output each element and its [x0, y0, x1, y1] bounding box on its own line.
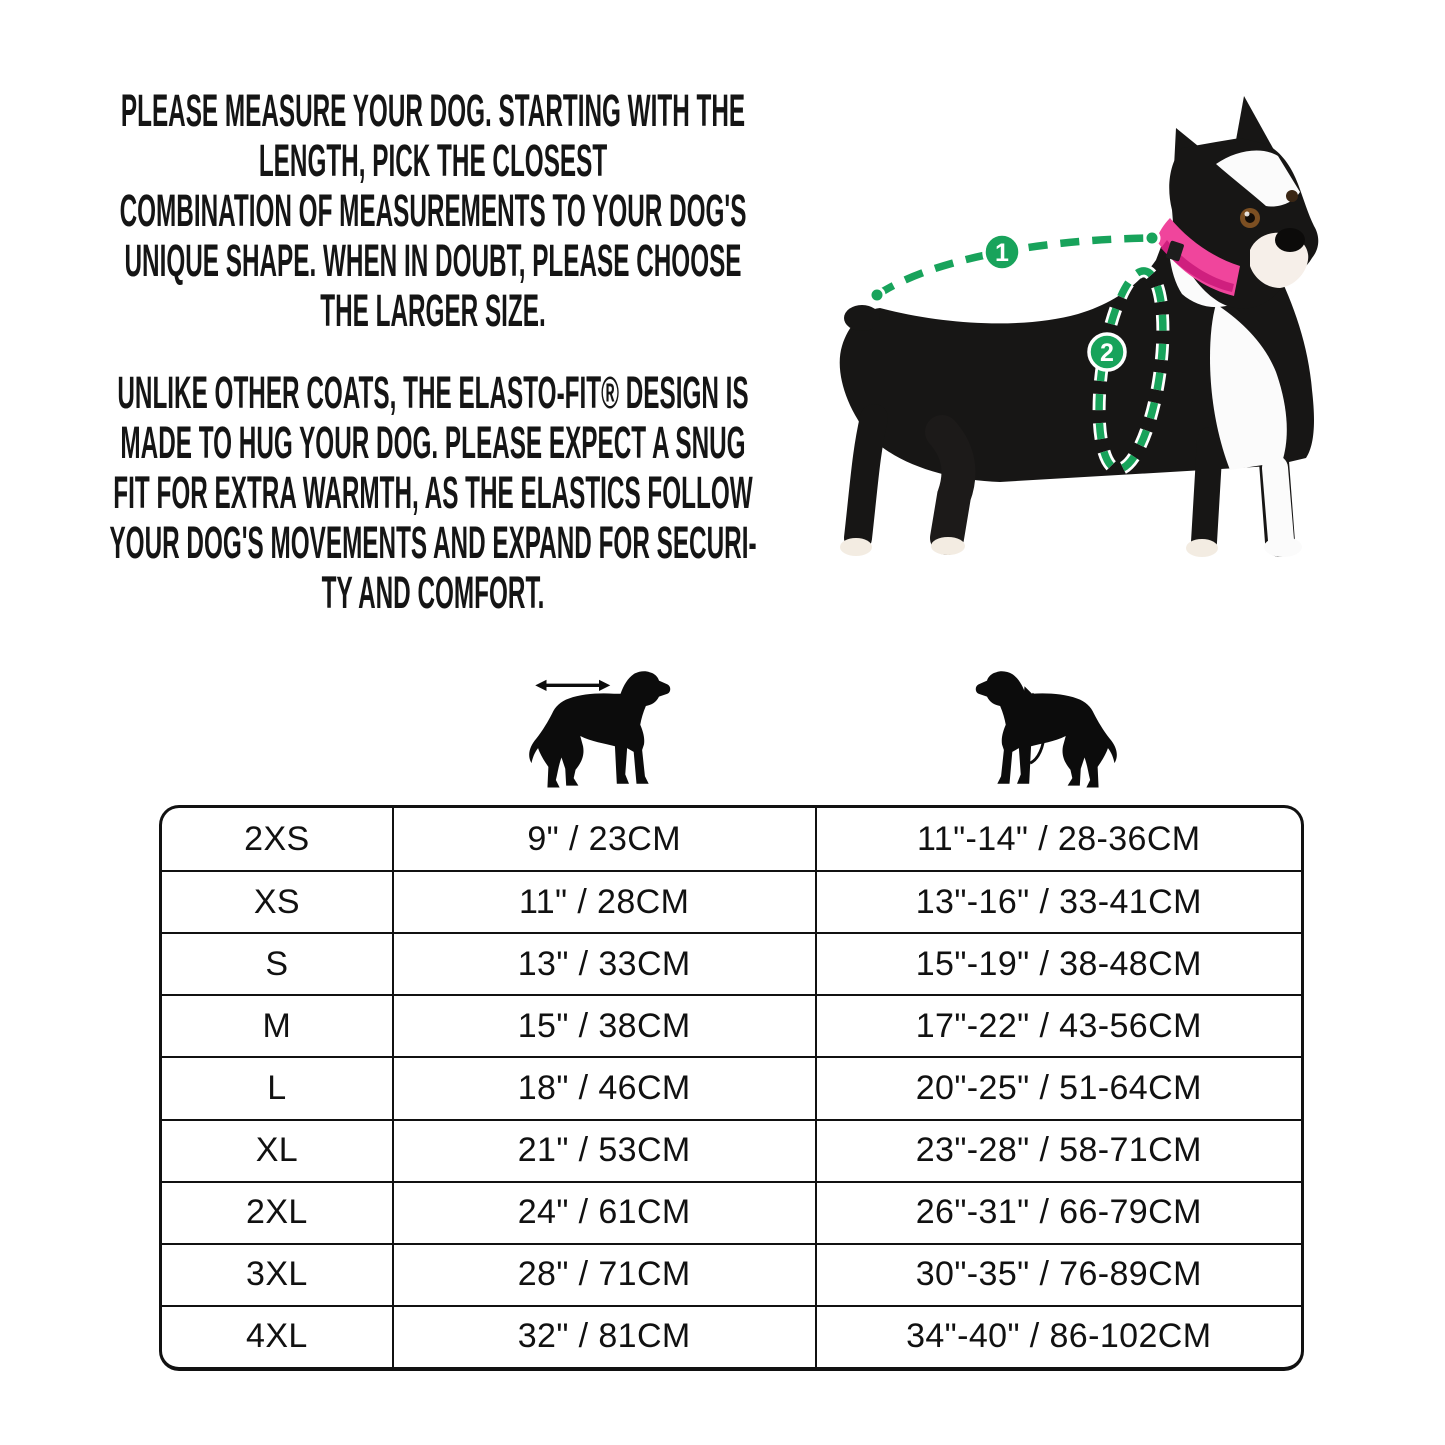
girth-cell: 17"-22" / 43-56CM — [815, 994, 1301, 1056]
size-cell: XS — [162, 870, 392, 932]
dog-front-leg-white — [1275, 468, 1281, 540]
length-arrow-icon — [535, 680, 610, 691]
size-cell: 4XL — [162, 1305, 392, 1367]
dog-paw — [1186, 539, 1218, 557]
dog-front-leg — [1204, 440, 1210, 542]
intro-line: FIT FOR EXTRA WARMTH, AS THE ELASTICS FOLLOW — [113, 467, 753, 518]
intro-line: UNIQUE SHAPE. WHEN IN DOUBT, PLEASE CHOOSE — [124, 235, 742, 286]
dog-silhouette — [976, 671, 1117, 787]
intro-line: UNLIKE OTHER COATS, THE ELASTO-FIT® DESIGN IS — [117, 367, 749, 418]
size-table — [159, 805, 1304, 1371]
measure-label-1 — [984, 234, 1020, 270]
intro-paragraph-measure — [98, 86, 768, 336]
intro-line: THE LARGER SIZE. — [320, 285, 546, 336]
dog-eye-glint — [1245, 212, 1250, 217]
dog-paw — [931, 537, 965, 555]
size-cell: L — [162, 1056, 392, 1118]
intro-line: PLEASE MEASURE YOUR DOG. STARTING WITH THE — [120, 85, 746, 136]
length-cell: 28" / 71CM — [392, 1243, 815, 1305]
length-cell: 11" / 28CM — [392, 870, 815, 932]
intro-line: COMBINATION OF MEASUREMENTS TO YOUR DOG'S — [119, 185, 747, 236]
size-cell: M — [162, 994, 392, 1056]
length-cell: 32" / 81CM — [392, 1305, 815, 1367]
girth-cell: 15"-19" / 38-48CM — [815, 932, 1301, 994]
girth-cell: 30"-35" / 76-89CM — [815, 1243, 1301, 1305]
size-cell: 3XL — [162, 1243, 392, 1305]
size-cell: 2XS — [244, 819, 310, 858]
length-cell: 24" / 61CM — [392, 1181, 815, 1243]
size-cell: 2XL — [162, 1181, 392, 1243]
dog-paw — [1264, 537, 1302, 557]
length-cell: 9" / 23CM — [392, 808, 815, 870]
intro-line: TY AND COMFORT. — [321, 567, 545, 618]
svg-text:2: 2 — [1100, 339, 1114, 367]
dog-nose — [1275, 228, 1305, 252]
length-silhouette-icon — [524, 668, 674, 802]
girth-cell: 23"-28" / 58-71CM — [815, 1119, 1301, 1181]
length-cell: 13" / 33CM — [392, 932, 815, 994]
dog-measurement-photo — [820, 90, 1380, 570]
length-cell: 21" / 53CM — [392, 1119, 815, 1181]
intro-line: LENGTH, PICK THE CLOSEST — [258, 135, 608, 186]
girth-cell: 26"-31" / 66-79CM — [815, 1181, 1301, 1243]
girth-silhouette-icon — [972, 668, 1122, 802]
svg-text:1: 1 — [995, 239, 1009, 267]
girth-cell: 11"-14" / 28-36CM — [815, 808, 1301, 870]
dog-tail — [844, 305, 880, 331]
length-cell: 15" / 38CM — [392, 994, 815, 1056]
dog-eye — [1286, 190, 1298, 202]
intro-paragraph-elasto-fit — [98, 368, 768, 618]
girth-cell: 34"-40" / 86-102CM — [815, 1305, 1301, 1367]
dog-rear-leg — [858, 418, 874, 538]
intro-line: YOUR DOG'S MOVEMENTS AND EXPAND FOR SECURI- — [109, 517, 757, 568]
size-cell: S — [162, 932, 392, 994]
dog-paw — [840, 538, 872, 556]
girth-cell: 20"-25" / 51-64CM — [815, 1056, 1301, 1118]
measure-label-2 — [1089, 334, 1125, 370]
size-cell: XL — [162, 1119, 392, 1181]
intro-line: MADE TO HUG YOUR DOG. PLEASE EXPECT A SNUG — [120, 417, 746, 468]
dog-rear-leg — [942, 432, 958, 538]
length-cell: 18" / 46CM — [392, 1056, 815, 1118]
girth-cell: 13"-16" / 33-41CM — [815, 870, 1301, 932]
